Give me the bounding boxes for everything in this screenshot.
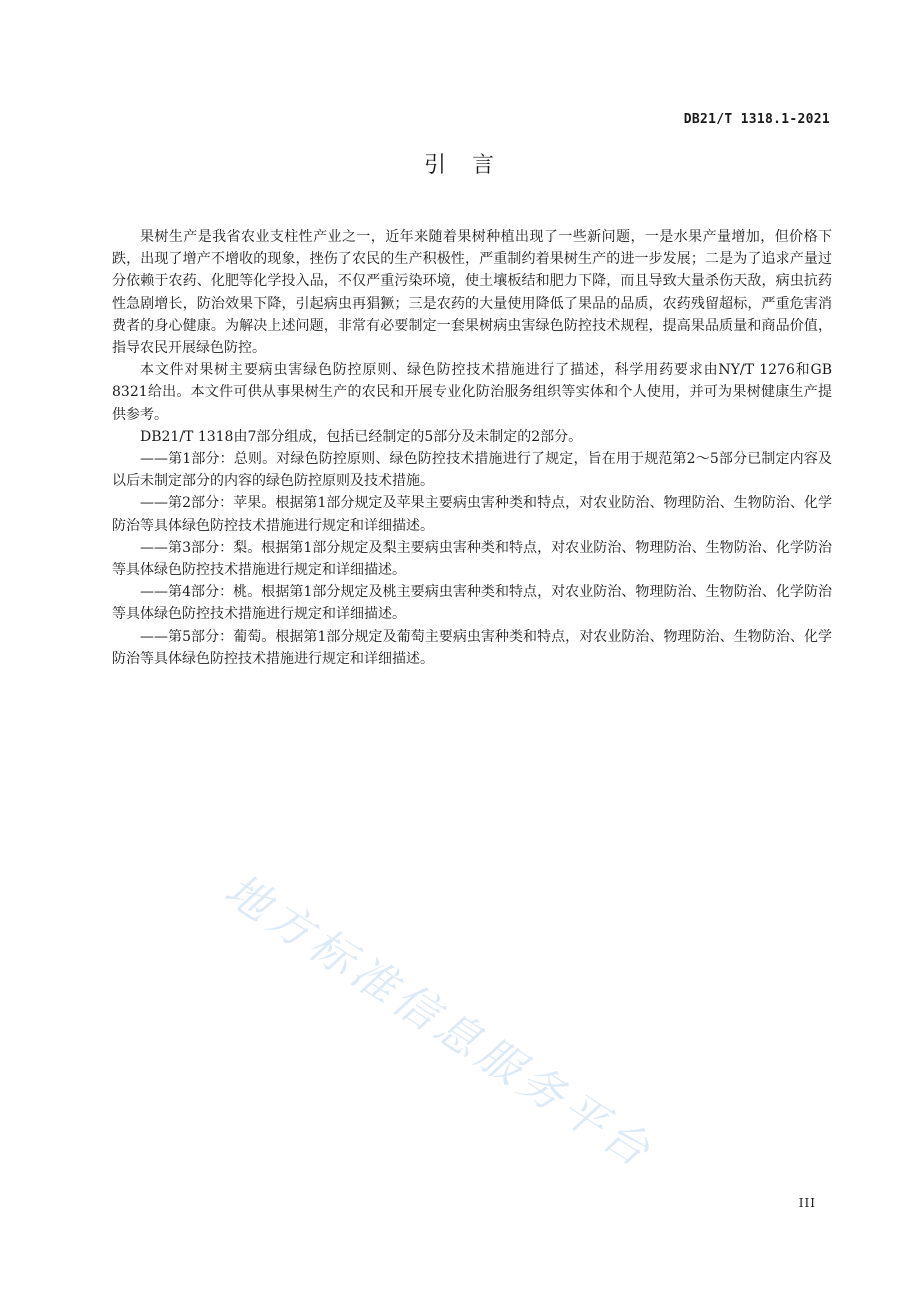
paragraph: ——第4部分：桃。根据第1部分规定及桃主要病虫害种类和特点，对农业防治、物理防治、生物防治、化学防治等具体绿色防控技术措施进行规定和详细描述。 [112, 584, 832, 623]
page-title: 引 言 [423, 153, 496, 178]
watermark: 地方标准信息服务平台 [215, 864, 663, 1180]
paragraph: DB21/T 1318由7部分组成，包括已经制定的5部分及未制定的2部分。 [140, 428, 583, 445]
paragraph: ——第2部分：苹果。根据第1部分规定及苹果主要病虫害种类和特点，对农业防治、物理防治、生物防治、化学防治等具体绿色防控技术措施进行规定和详细描述。 [112, 495, 832, 534]
standard-code: DB21/T 1318.1-2021 [683, 112, 830, 127]
body-text [112, 226, 832, 670]
paragraph: ——第3部分：梨。根据第1部分规定及梨主要病虫害种类和特点，对农业防治、物理防治、生物防治、化学防治等具体绿色防控技术措施进行规定和详细描述。 [112, 539, 832, 579]
paragraph: ——第5部分：葡萄。根据第1部分规定及葡萄主要病虫害种类和特点，对农业防治、物理防治、生物防治、化学防治等具体绿色防控技术措施进行规定和详细描述。 [112, 628, 832, 667]
paragraph: 果树生产是我省农业支柱性产业之一，近年来随着果树种植出现了一些新问题，一是水果产量增加，但价格下跌，出现了增产不增收的现象，挫伤了农民的生产积极性，严重制约着果树生产的进一步发展；二是为了追求产量过分依赖于农药、化肥等化学投入品，不仅严重污染环境，使土壤板结和肥力下降，而且导致大量杀伤天敌，病虫抗药性急剧增长，防治效果下降，引起病虫再猖獗；三是农药的大量使用降低了果品的品质，农药残留超标，严重危害消费者的身心健康。为解决上述问题，非常有必要制定一套果树病虫害绿色防控技术规程，提高果品质量和商品价值，指导农民开展绿色防控。 [112, 229, 832, 357]
paragraph: 本文件对果树主要病虫害绿色防控原则、绿色防控技术措施进行了描述，科学用药要求由NY/T 1276和GB 8321给出。本文件可供从事果树生产的农民和开展专业化防治服务组织等实体和个人使用，并可为果树健康生产提供参考。 [112, 362, 832, 423]
page-number: III [798, 1196, 816, 1210]
paragraph: ——第1部分：总则。对绿色防控原则、绿色防控技术措施进行了规定，旨在用于规范第2～5部分已制定内容及以后未制定部分的内容的绿色防控原则及技术措施。 [112, 451, 832, 490]
